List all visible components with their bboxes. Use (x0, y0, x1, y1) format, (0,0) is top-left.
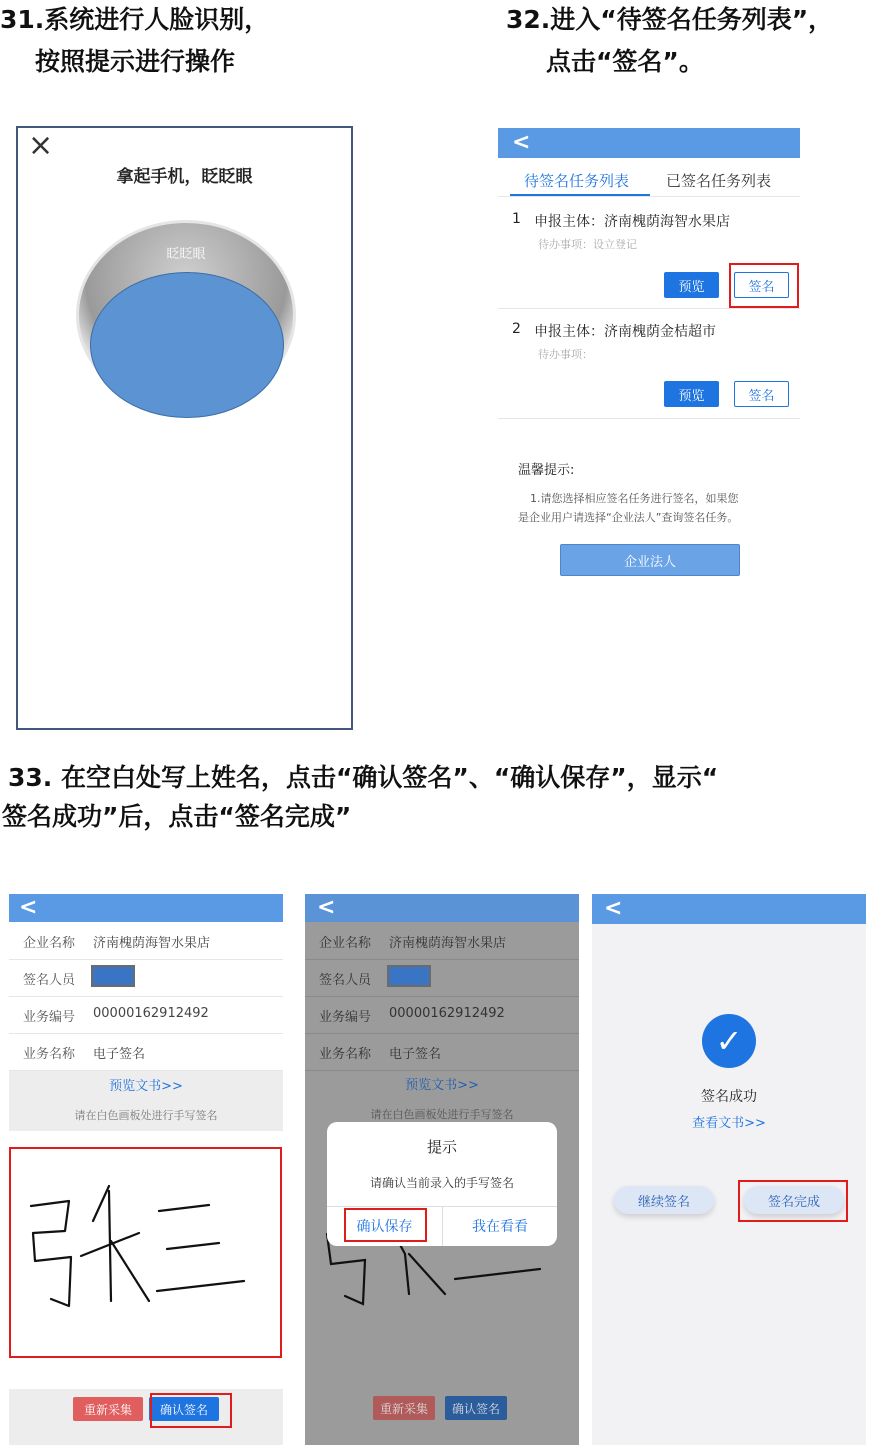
form-label: 企业名称 (319, 936, 372, 951)
task-item-2-sign-button[interactable]: 签名 (734, 381, 789, 407)
highlight-confirm-sign (150, 1393, 232, 1428)
sign-hint: 请在白色画板处进行手写签名 (74, 1109, 218, 1122)
sign-hint: 请在白色画板处进行手写签名 (370, 1108, 514, 1121)
form-row-business-name (305, 1033, 579, 1071)
step-33-title-line2: 签名成功”后，点击“签名完成” (2, 802, 352, 831)
divider (498, 418, 800, 419)
face-prompt-title: 拿起手机，眨眨眼 (116, 167, 253, 187)
step-31-title-line2: 按照提示进行操作 (35, 47, 236, 76)
task-item-1-todo: 待办事项：设立登记 (538, 238, 637, 251)
highlight-finish-sign (738, 1180, 848, 1222)
form-row-company (9, 922, 283, 960)
form-value: 济南槐荫海智水果店 (389, 936, 507, 951)
hint-area (9, 1071, 283, 1131)
look-again-button[interactable]: 我在看看 (472, 1219, 528, 1235)
check-circle-icon: ✓ (702, 1014, 756, 1068)
form-label: 业务名称 (23, 1047, 76, 1062)
form-value: 00000162912492 (93, 1006, 209, 1021)
task-item-2-todo: 待办事项： (538, 348, 593, 361)
form-value: 电子签名 (93, 1047, 146, 1062)
finish-sign-button[interactable]: 签名完成 (744, 1186, 844, 1214)
confirm-sign-button[interactable]: 确认签名 (445, 1396, 507, 1420)
nav-bar (9, 894, 283, 922)
confirm-sign-button[interactable]: 确认签名 (149, 1397, 219, 1421)
sign-success-screen (592, 894, 866, 1445)
form-value: 电子签名 (389, 1047, 442, 1062)
nav-bar (498, 128, 800, 158)
task-item-2-subject: 申报主体：济南槐荫金桔超市 (534, 324, 716, 340)
form-row-business-no (9, 996, 283, 1034)
task-list-screen (498, 128, 800, 588)
recollect-button[interactable]: 重新采集 (373, 1396, 435, 1420)
form-row-signer (9, 959, 283, 997)
form-label: 业务名称 (319, 1047, 372, 1062)
masked-signer-name (91, 965, 135, 987)
highlight-confirm-save (344, 1208, 427, 1242)
highlight-sign-button (729, 263, 799, 308)
step-32-title-line2: 点击“签名”。 (546, 47, 704, 76)
form-label: 业务编号 (23, 1010, 76, 1025)
form-row-company (305, 922, 579, 960)
task-item-1-subject: 申报主体：济南槐荫海智水果店 (534, 214, 730, 230)
task-item-2-number: 2 (512, 321, 521, 337)
form-label: 签名人员 (319, 973, 372, 988)
form-label: 企业名称 (23, 936, 76, 951)
highlight-signature-pad (9, 1147, 282, 1358)
back-arrow-icon[interactable]: < (512, 130, 531, 155)
form-row-signer (305, 959, 579, 997)
tip-title: 温馨提示: (518, 463, 575, 478)
form-value: 00000162912492 (389, 1006, 505, 1021)
form-row-business-name (9, 1033, 283, 1071)
preview-doc-link[interactable]: 预览文书>> (405, 1078, 479, 1093)
back-arrow-icon[interactable]: < (317, 895, 336, 920)
preview-doc-link[interactable]: 预览文书>> (109, 1079, 183, 1094)
masked-signer-name (387, 965, 431, 987)
back-arrow-icon[interactable]: < (604, 896, 623, 921)
tip-text-line1: 1.请您选择相应签名任务进行签名，如果您 (530, 492, 739, 505)
form-label: 签名人员 (23, 973, 76, 988)
view-document-link[interactable]: 查看文书>> (692, 1116, 766, 1131)
close-icon[interactable]: × (28, 128, 54, 163)
task-item-1-number: 1 (512, 211, 521, 227)
step-33-title-line1: 33. 在空白处写上姓名，点击“确认签名”、“确认保存”，显示“ (8, 763, 719, 792)
task-item-1-preview-button[interactable]: 预览 (664, 272, 719, 298)
success-text: 签名成功 (701, 1089, 757, 1105)
face-recognition-screen (16, 126, 353, 730)
legal-person-button[interactable]: 企业法人 (560, 544, 740, 576)
nav-bar (592, 894, 866, 924)
task-item-2-preview-button[interactable]: 预览 (664, 381, 719, 407)
confirm-save-button[interactable]: 确认保存 (356, 1219, 413, 1235)
face-mask-circle (90, 272, 284, 418)
camera-hint: 眨眨眼 (166, 247, 206, 262)
form-label: 业务编号 (319, 1010, 372, 1025)
form-row-business-no (305, 996, 579, 1034)
form-value: 济南槐荫海智水果店 (93, 936, 211, 951)
task-item-1-sign-button[interactable]: 签名 (734, 272, 789, 298)
tab-signed[interactable]: 已签名任务列表 (666, 172, 772, 190)
divider (498, 308, 800, 309)
dialog-message: 请确认当前录入的手写签名 (369, 1176, 514, 1190)
tip-text-line2: 是企业用户请选择“企业法人”查询签名任务。 (518, 511, 739, 524)
recollect-button[interactable]: 重新采集 (73, 1397, 143, 1421)
dialog-title: 提示 (426, 1138, 457, 1156)
tab-pending[interactable]: 待签名任务列表 (524, 172, 630, 190)
back-arrow-icon[interactable]: < (19, 895, 38, 920)
nav-bar (305, 894, 579, 922)
continue-sign-button[interactable]: 继续签名 (614, 1186, 714, 1214)
confirm-dialog-screen (305, 894, 579, 1445)
step-32-title-line1: 32.进入“待签名任务列表”， (506, 5, 834, 34)
step-31-title-line1: 31.系统进行人脸识别， (0, 5, 270, 34)
tab-divider (498, 196, 800, 197)
bottom-bar (9, 1389, 283, 1445)
